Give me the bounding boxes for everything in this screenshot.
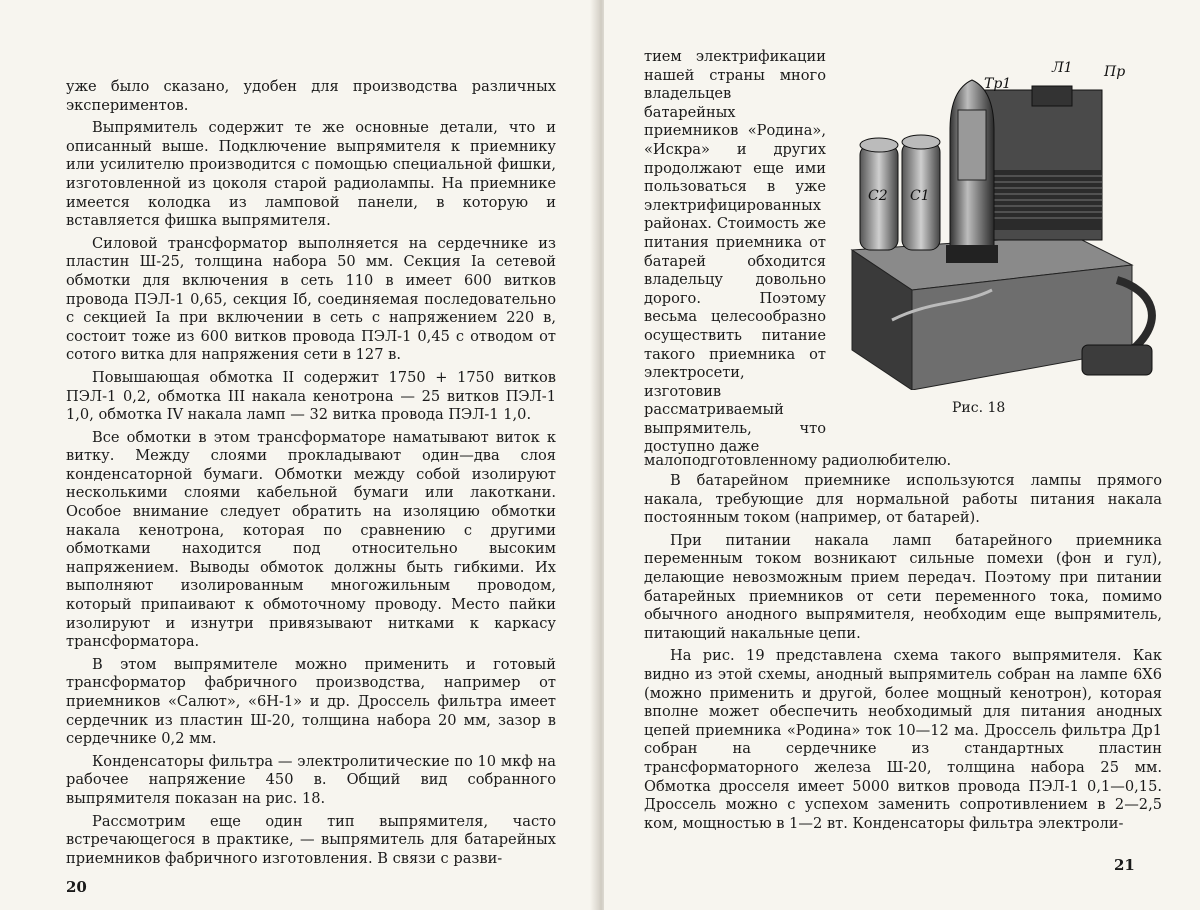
paragraph: малоподготовленному радиолюбителю. <box>644 452 952 469</box>
paragraph: Повышающая обмотка II содержит 1750 + 1750 витков ПЭЛ-1 0,2, обмотка III накала кенотрона — 25 витков ПЭЛ-1 1,0, обмотка IV накала ламп — 32 витка провода ПЭЛ-1 1,0. <box>66 368 556 424</box>
paragraph: В этом выпрямителе можно применить и готовый трансформатор фабричного производства, например от приемников «Салют», «6Н-1» и др. Дроссель фильтра имеет сердечник из пластин Ш-20, толщина набора 20 мм, зазор в сердечнике 0,2 мм. <box>66 655 556 748</box>
label-c2: С2 <box>868 188 888 204</box>
paragraph: Выпрямитель содержит те же основные детали, что и описанный выше. Подключение выпрямителя к приемнику или усилителю производится с помощью специальной фишки, изготовленной из цоколя старой радиолампы. На приемнике имеется колодка из ламповой панели, в которую и вставляется фишка выпрямителя. <box>66 119 556 230</box>
paragraph: Рассмотрим еще один тип выпрямителя, часто встречающегося в практике, — выпрямитель для батарейных приемников фабричного изготовления. В связи с разви- <box>66 812 556 867</box>
left-page <box>0 0 596 910</box>
figure-18 <box>832 50 1172 430</box>
label-c1: С1 <box>910 188 930 204</box>
narrow-text-column <box>644 48 826 461</box>
paragraph: На рис. 19 представлена схема такого выпрямителя. Как видно из этой схемы, анодный выпрямитель собран на лампе 6Х6 (можно применить и другой, более мощный кенотрон), которая вполне может обеспечить необходимый для питания анодных цепей приемника «Родина» ток 10—12 ма. Дроссель фильтра Др1 собран на сердечнике из стандартных пластин трансформаторного железа Ш-20, толщина набора 25 мм. Обмотка дросселя имеет 5000 витков провода ПЭЛ-1 0,1—0,15. Дроссель можно с успехом заменить сопротивлением в 2—2,5 ком, мощностью в 1—2 вт. Конденсаторы фильтра электроли- <box>644 647 1162 832</box>
paragraph: Все обмотки в этом трансформаторе наматывают виток к витку. Между слоями прокладывают один—два слоя конденсаторной бумаги. Обмотки между собой изолируют несколькими слоями кабельной бумаги или лакоткани. Особое внимание следует обратить на изоляцию обмотки накала кенотрона, которая по сравнению с другими обмотками находится под относительно высоким напряжением. Выводы обмоток должны быть гибкими. Их выполняют изолированным многожильным проводом, который припаивают к обмоточному проводу. Место пайки изолируют и изнутри привязывают нитками к каркасу трансформатора. <box>66 428 556 651</box>
paragraph: При питании накала ламп батарейного приемника переменным током возникают сильные помехи (фон и гул), делающие невозможным прием передач. Поэтому при питании батарейных приемников от сети переменного тока, помимо обычного анодного выпрямителя, необходим еще выпрямитель, питающий накальные цепи. <box>644 531 1162 642</box>
label-tr1: Тр1 <box>984 76 1012 92</box>
figure-caption: Рис. 18 <box>952 400 1006 416</box>
left-text-column <box>66 78 556 872</box>
page-number: 20 <box>66 878 87 896</box>
right-page <box>604 0 1200 910</box>
rectifier-illustration <box>832 50 1172 390</box>
paragraph: тием электрификации нашей страны много владельцев батарейных приемников «Родина», «Искра» и других продолжают еще ими пользоваться в уже электрифицированных районах. Стоимость же питания приемника от батарей обходится владельцу довольно дорого. Поэтому весьма целесообразно осуществить питание такого приемника от электросети, изготовив рассматриваемый выпрямитель, что доступно даже <box>644 48 826 456</box>
paragraph: уже было сказано, удобен для производства различных экспериментов. <box>66 78 556 114</box>
paragraph: Силовой трансформатор выполняется на сердечнике из пластин Ш-25, толщина набора 50 мм. Секция Iа сетевой обмотки для включения в сеть 110 в имеет 600 витков провода ПЭЛ-1 0,65, секция Iб, соединяемая последовательно с секцией Iа при включении в сеть с напряжением 220 в, состоит тоже из 600 витков провода ПЭЛ-1 0,45 с отводом от сотого витка для напряжения сети в 127 в. <box>66 234 556 364</box>
paragraph: В батарейном приемнике используются лампы прямого накала, требующие для нормальной работы питания накала постоянным током (например, от батарей). <box>644 472 1162 527</box>
page-number: 21 <box>1114 856 1135 874</box>
paragraph: Конденсаторы фильтра — электролитические по 10 мкф на рабочее напряжение 450 в. Общий вид собранного выпрямителя показан на рис. 18. <box>66 752 556 807</box>
label-l1: Л1 <box>1052 60 1073 76</box>
label-pr: Пр <box>1104 64 1126 80</box>
right-text-column <box>644 472 1162 837</box>
